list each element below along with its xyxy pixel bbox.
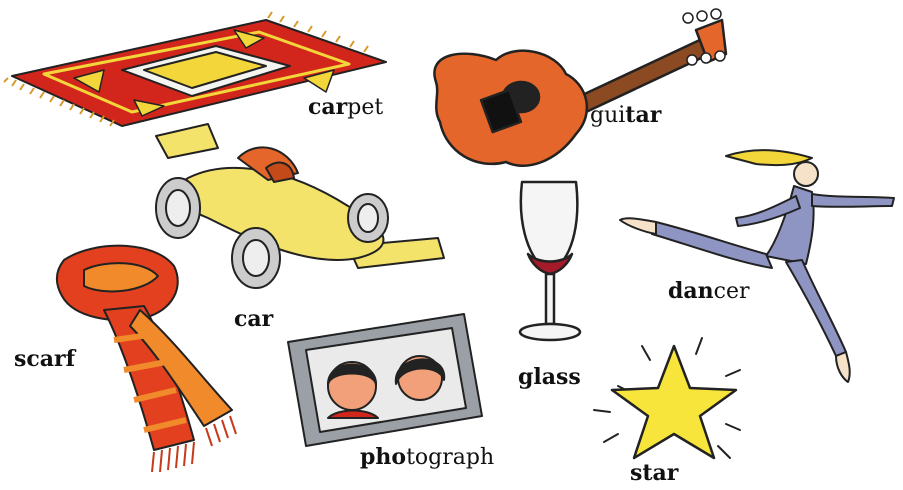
word-car: car <box>234 306 274 332</box>
word-star: star <box>630 460 679 486</box>
word-guitar: guitar <box>590 102 662 128</box>
word-glass: glass <box>518 364 581 390</box>
wine-glass-icon <box>514 176 586 346</box>
star-icon <box>590 330 762 480</box>
word-scarf: scarf <box>14 346 76 372</box>
photograph-icon <box>288 314 484 450</box>
word-dancer: dancer <box>668 278 750 304</box>
word-carpet: carpet <box>308 94 384 120</box>
word-photograph: photograph <box>360 444 495 470</box>
